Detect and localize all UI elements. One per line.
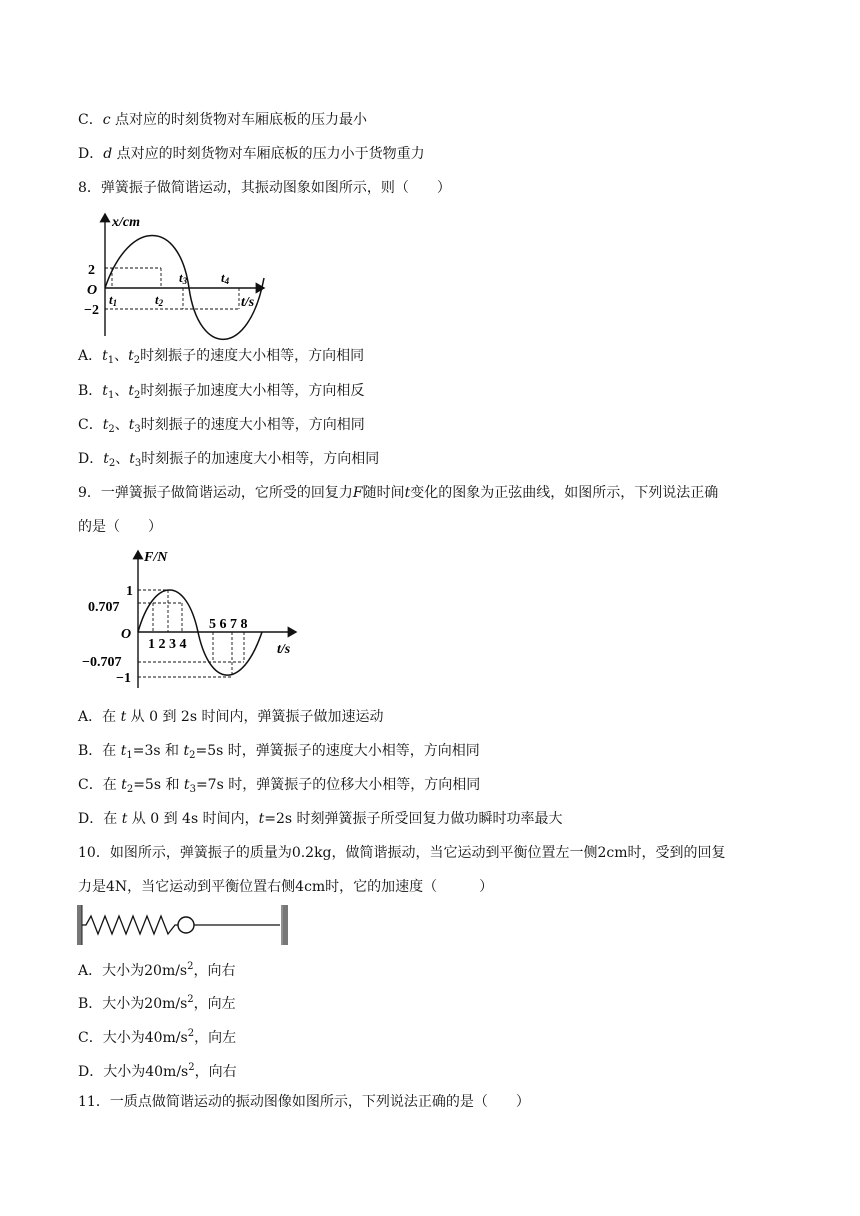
oscillator-ball <box>178 917 194 933</box>
q9-x-ticks-1-4: 1 2 3 4 <box>148 637 187 652</box>
q9-tick-minus0707: −0.707 <box>82 655 122 670</box>
q8-tick-2: 2 <box>88 263 95 278</box>
q8-option-a: A．$t_1$、$t_2$时刻振子的速度大小相等，方向相同 <box>78 348 365 366</box>
q10-option-c: C．大小为$40m/s^2$，向左 <box>78 1028 237 1046</box>
q8-stem: 8．弹簧振子做简谐运动，其振动图象如图所示，则（ ） <box>78 180 451 196</box>
q10-stem: 10．如图所示，弹簧振子的质量为0.2kg，做简谐振动，当它运动到平衡位置左一侧2cm时，受到的回复 <box>78 845 726 861</box>
q9-option-c: C．在 $t_2=5s$ 和 $t_3=7s$ 时，弹簧振子的位移大小相等，方向相同 <box>78 777 481 795</box>
q9-stem-line2: 的是（ ） <box>78 519 162 535</box>
q9-tick-1: 1 <box>126 584 133 599</box>
q8-label-t1: t1 <box>109 292 118 308</box>
q9-stem: 9．一弹簧振子做简谐运动，它所受的回复力F随时间t变化的图象为正弦曲线，如图所示，下列说法正确 <box>78 485 719 501</box>
q7-option-c: C．c 点对应的时刻货物对车厢底板的压力最小 <box>78 112 368 128</box>
q8-label-t4: t4 <box>221 270 230 286</box>
q10-option-a: A．大小为$20m/s^2$，向右 <box>78 961 236 979</box>
q8-label-t2: t2 <box>155 292 164 308</box>
q8-tick-minus2: −2 <box>84 303 99 318</box>
q10-option-d: D．大小为$40m/s^2$，向右 <box>78 1062 237 1080</box>
right-wall <box>283 905 288 945</box>
q8-label-t3: t3 <box>179 270 188 286</box>
q9-origin: O <box>121 627 132 642</box>
q8-origin: O <box>87 283 98 298</box>
q8-x-axis-label: t/s <box>241 295 255 310</box>
q9-force-graph <box>82 546 307 694</box>
q10-option-b: B．大小为$20m/s^2$，向左 <box>78 994 236 1012</box>
q10-stem-line2: 力是4N，当它运动到平衡位置右侧4cm时，它的加速度（ ） <box>78 879 494 895</box>
q9-y-axis-label: F/N <box>144 550 168 565</box>
q7-option-d: D．d 点对应的时刻货物对车厢底板的压力小于货物重力 <box>78 146 425 162</box>
q9-option-a: A．在 t 从 0 到 2s 时间内，弹簧振子做加速运动 <box>78 709 384 725</box>
q9-option-b: B．在 $t_1=3s$ 和 $t_2=5s$ 时，弹簧振子的速度大小相等，方向相同 <box>78 743 480 761</box>
q9-x-ticks-5-8: 5 6 7 8 <box>209 617 248 632</box>
q9-option-d: D．在 t 从 0 到 4s 时间内，t=2s 时刻弹簧振子所受回复力做功瞬时功率最大 <box>78 811 563 827</box>
q11-stem: 11．一质点做简谐运动的振动图像如图所示，下列说法正确的是（ ） <box>78 1094 530 1110</box>
q8-displacement-graph <box>84 208 274 343</box>
spring <box>82 916 178 934</box>
q9-x-axis-label: t/s <box>277 642 291 657</box>
q8-option-c: C．$t_2$、$t_3$时刻振子的速度大小相等，方向相同 <box>78 417 365 435</box>
q10-spring-oscillator-diagram <box>74 904 294 948</box>
q8-option-b: B．$t_1$、$t_2$时刻振子加速度大小相等，方向相反 <box>78 383 365 401</box>
q9-tick-0707: 0.707 <box>88 600 120 615</box>
q8-y-axis-label: x/cm <box>112 215 140 230</box>
q8-option-d: D．$t_2$、$t_3$时刻振子的加速度大小相等，方向相同 <box>78 451 380 469</box>
q9-tick-minus1: −1 <box>116 671 131 686</box>
left-wall <box>77 905 82 945</box>
